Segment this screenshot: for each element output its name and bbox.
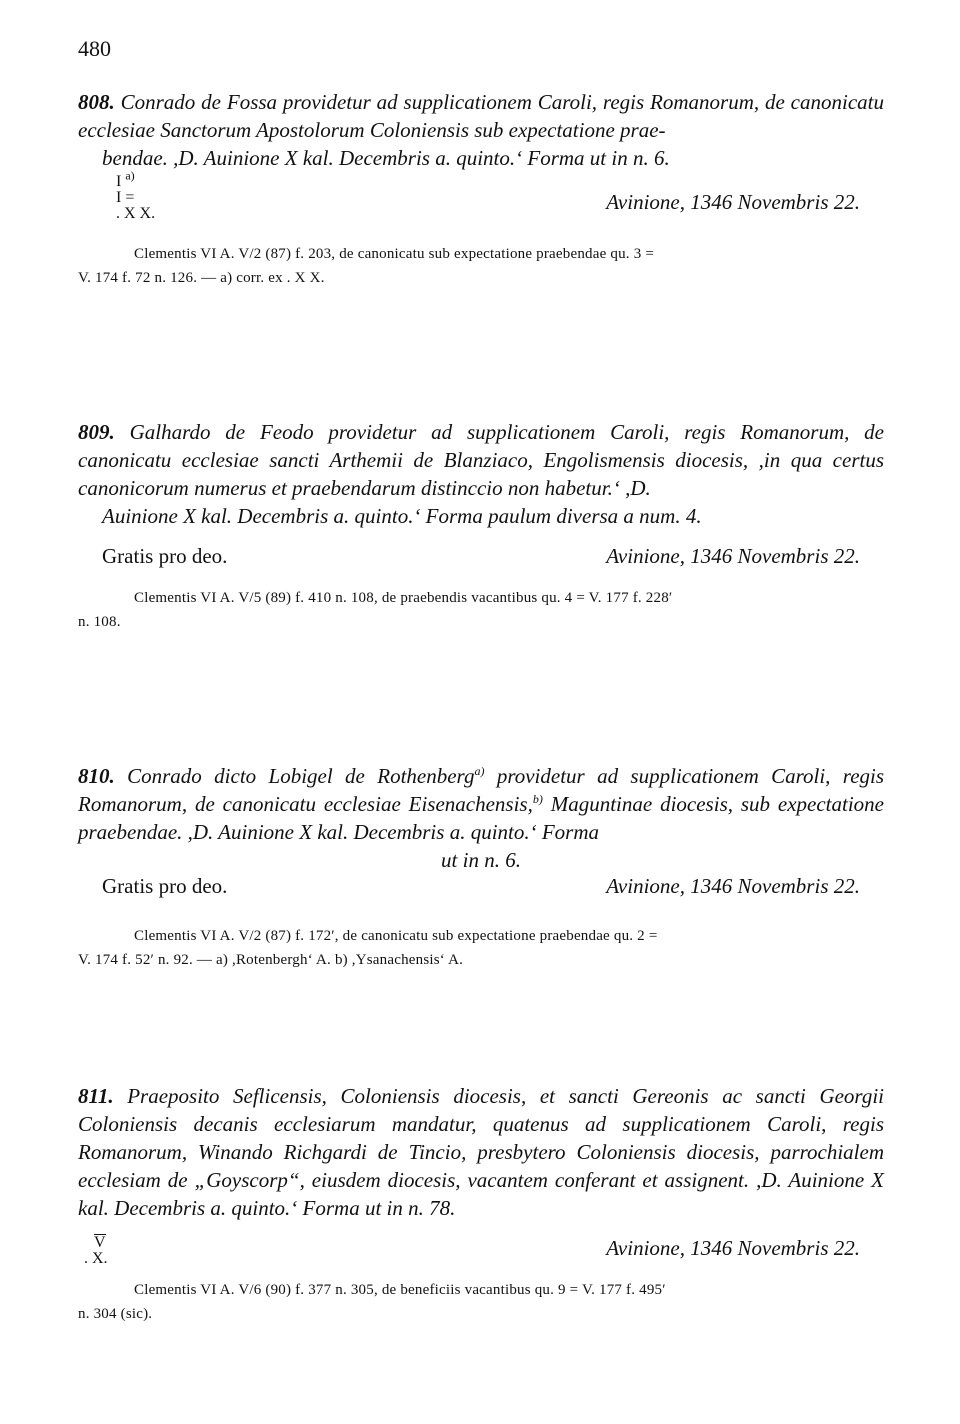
page-number: 480 (78, 36, 111, 61)
entry-810 (78, 762, 884, 972)
source-note (78, 1278, 884, 1326)
footnote-ref-a: a) (474, 764, 485, 778)
note-and-date (78, 544, 884, 572)
place-date: Avinione, 1346 Novembris 22. (606, 1236, 860, 1260)
source-line-2: V. 174 f. 72 n. 126. — a) corr. ex . X X. (78, 270, 325, 286)
tax-and-date (78, 168, 884, 242)
footnote-ref: a) (125, 168, 135, 183)
source-line-2: n. 304 (sic). (78, 1306, 153, 1322)
entry-number: 809. (78, 420, 115, 444)
tax-mark-top: V (94, 1234, 106, 1251)
source-line-1: Clementis VI A. V/5 (89) f. 410 n. 108, de praebendis vacantibus qu. 4 = V. 177 f. 228′ (134, 590, 673, 606)
source-line-2: n. 108. (78, 614, 121, 630)
tax-mark-bottom: . X X. (116, 205, 156, 222)
entry-text-main-3: Maguntinae diocesis, sub expectatione praebendae. ,D. Auinione X kal. Decembris a. quinto.‘ Forma (78, 792, 885, 844)
source-line-1: Clementis VI A. V/6 (90) f. 377 n. 305, de beneficiis vacantibus qu. 9 = V. 177 f. 495′ (134, 1282, 666, 1298)
tax-mark-bottom: . X. (84, 1250, 108, 1267)
entry-text-continuation: Auinione X kal. Decembris a. quinto.‘ Forma paulum diversa a num. 4. (102, 504, 702, 528)
tax-mark-middle: I = (116, 189, 135, 206)
entry-text (78, 1082, 884, 1222)
footnote-ref-b: b) (532, 792, 543, 806)
place-date: Avinione, 1346 Novembris 22. (606, 544, 860, 568)
source-note (78, 242, 884, 290)
entry-number: 808. (78, 90, 115, 114)
place-date: Avinione, 1346 Novembris 22. (606, 874, 860, 898)
entry-text-main-2: providetur ad supplicationem Caroli, regis Romanorum, de canonicatu ecclesiae Eisenachensis, (78, 764, 885, 816)
entry-number: 811. (78, 1084, 114, 1108)
note-and-date (78, 874, 884, 902)
entry-809 (78, 418, 884, 634)
entry-text-main: Conrado de Fossa providetur ad supplicationem Caroli, regis Romanorum, de canonicatu ecclesiae Sanctorum Apostolorum Coloniensis sub expectatione prae- (78, 90, 884, 142)
gratis-note: Gratis pro deo. (102, 874, 228, 898)
entry-text-main: Praeposito Seflicensis, Coloniensis diocesis, et sancti Gereonis ac sancti Georgii Coloniensis decanis ecclesiarum mandatur, quatenus ad supplicationem Caroli, regis Romanorum, Winando Richgardi de Tincio, presbytero Coloniensis diocesis, parrochialem ecclesiam de „Goyscorp“, eiusdem diocesis, vacantem conferant et assignent. ,D. Auinione X kal. Decembris a. quinto.‘ Forma ut in n. 78. (78, 1084, 884, 1220)
entry-text-continuation: ut in n. 6. (441, 848, 521, 872)
entry-text (78, 88, 884, 172)
entry-text-main: Conrado dicto Lobigel de Rothenberg (127, 764, 475, 788)
entry-text-main: Galhardo de Feodo providetur ad supplicationem Caroli, regis Romanorum, de canonicatu ecclesiae sancti Arthemii de Blanziaco, Engolismensis diocesis, ,in qua certus canonicorum numerus et praebendarum distinccio non habetur.‘ ,D. (78, 420, 885, 500)
entry-text (78, 762, 884, 874)
source-note (78, 924, 884, 972)
entry-808 (78, 88, 884, 290)
source-line-2: V. 174 f. 52′ n. 92. — a) ,Rotenbergh‘ A. b) ,Ysanachensis‘ A. (78, 952, 464, 968)
entry-811 (78, 1082, 884, 1326)
tax-and-date (78, 1232, 884, 1278)
source-line-1: Clementis VI A. V/2 (87) f. 203, de canonicatu sub expectatione praebendae qu. 3 = (134, 246, 654, 262)
source-note (78, 586, 884, 634)
gratis-note: Gratis pro deo. (102, 544, 228, 568)
entry-number: 810. (78, 764, 115, 788)
place-date: Avinione, 1346 Novembris 22. (606, 190, 860, 214)
entry-text (78, 418, 884, 530)
tax-mark-top: I $^{a)}$ (116, 168, 135, 190)
entry-text-continuation: bendae. ,D. Auinione X kal. Decembris a. quinto.‘ Forma ut in n. 6. (102, 146, 670, 170)
source-line-1: Clementis VI A. V/2 (87) f. 172′, de canonicatu sub expectatione praebendae qu. 2 = (134, 928, 658, 944)
